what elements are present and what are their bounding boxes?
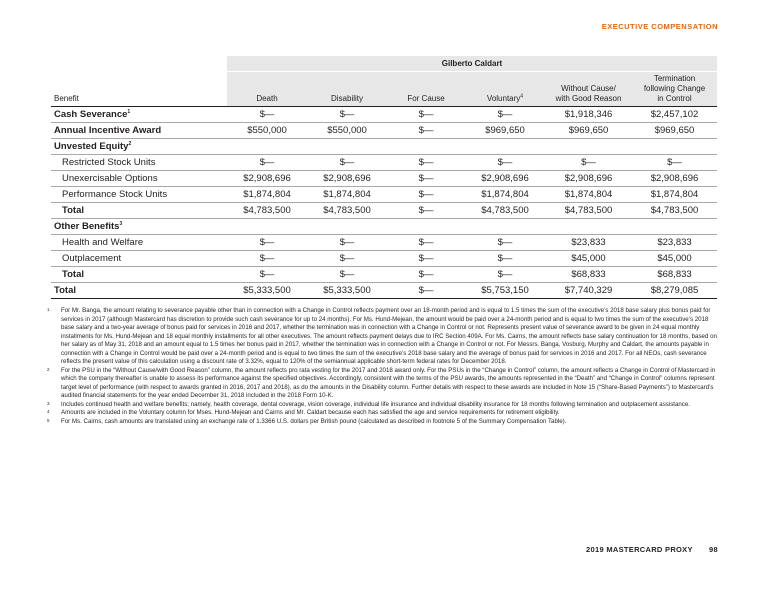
row-label: Unvested Equity — [54, 141, 129, 152]
value-cell: $— — [465, 267, 545, 283]
column-header — [465, 72, 545, 107]
value-cell: $2,908,696 — [307, 171, 387, 187]
value-cell: $— — [307, 235, 387, 251]
value-cell: $45,000 — [632, 251, 717, 267]
row-label-cell — [51, 187, 227, 203]
table-body — [51, 107, 717, 299]
row-label-cell — [51, 251, 227, 267]
column-header-line: Voluntary — [486, 94, 521, 103]
value-cell: $7,740,329 — [545, 283, 632, 299]
footnote-number: 3 — [47, 400, 50, 406]
potential-payments-table — [51, 56, 717, 299]
value-cell — [465, 139, 545, 155]
row-label-cell — [51, 219, 227, 235]
value-cell: $23,833 — [545, 235, 632, 251]
value-cell — [465, 219, 545, 235]
value-cell — [387, 139, 465, 155]
page-content — [47, 56, 717, 426]
row-label-cell — [51, 235, 227, 251]
value-cell — [545, 219, 632, 235]
table-row — [51, 107, 717, 123]
value-cell: $68,833 — [632, 267, 717, 283]
row-label: Restricted Stock Units — [62, 157, 156, 168]
table-row — [51, 203, 717, 219]
value-cell: $4,783,500 — [307, 203, 387, 219]
value-cell: $68,833 — [545, 267, 632, 283]
benefit-column-header: Benefit — [51, 72, 227, 107]
value-cell: $— — [227, 107, 307, 123]
value-cell: $1,918,346 — [545, 107, 632, 123]
page-footer — [586, 545, 718, 554]
value-cell: $1,874,804 — [227, 187, 307, 203]
row-label-cell — [51, 171, 227, 187]
value-cell: $— — [387, 171, 465, 187]
value-cell — [632, 139, 717, 155]
column-header — [307, 72, 387, 107]
value-cell: $— — [387, 203, 465, 219]
value-cell: $2,908,696 — [227, 171, 307, 187]
value-cell: $5,753,150 — [465, 283, 545, 299]
column-header-line: Disability — [330, 94, 363, 103]
table-row — [51, 171, 717, 187]
value-cell: $— — [387, 267, 465, 283]
value-cell: $4,783,500 — [632, 203, 717, 219]
value-cell: $— — [387, 251, 465, 267]
section-header: EXECUTIVE COMPENSATION — [601, 22, 718, 31]
value-cell: $— — [545, 155, 632, 171]
value-cell: $969,650 — [465, 123, 545, 139]
value-cell — [632, 219, 717, 235]
footnote-number: 5 — [47, 417, 50, 423]
footnotes — [47, 307, 717, 426]
value-cell: $— — [387, 155, 465, 171]
footnote-ref: 2 — [128, 140, 132, 147]
value-cell: $23,833 — [632, 235, 717, 251]
value-cell: $1,874,804 — [632, 187, 717, 203]
table-row — [51, 187, 717, 203]
footnote-ref: 3 — [119, 220, 123, 227]
column-header-line: Without Cause/ — [561, 84, 616, 93]
column-header-row — [51, 72, 717, 107]
column-header — [545, 72, 632, 107]
value-cell: $2,457,102 — [632, 107, 717, 123]
footnote-text: For Mr. Banga, the amount relating to severance payable other than in connection with a Change in Control reflects payment over an 18-month period and is equal to 1.5 times the sum of the executive’s 2018 base salary plus bonus paid for services in 2017 (although Mastercard has discretion to provide such cash severance for up to 24 months). For Ms. Hund-Mejean, the amount would be paid over a 24-month period and is equal to two times the sum of the executive’s 2018 base salary and a two-year average of bonus paid for services in 2016 and 2017, whether the termination was in connection with a Change in Control or not. Represents present value of severance award to be given in 24 equal monthly installments for Ms. Hund-Mejean and 18 equal monthly installments for all other executives. The amount reflects payment delays due to IRC Section 409A. For Ms. Cairns, the amount reflects base salary continuation for 18 months, based on her salary as of May 31, 2018 and an amount equal to 1.5 times her bonus paid in 2017, whether the termination was in connection with a Change in Control or not. For Messrs. Banga, Vosburg, Murphy and Caldart, the amounts payable in connection with a Change in Control would be paid over a 24-month period and is equal to two times the sum of the executive’s 2018 base salary and the average of bonus paid for services in 2016 and 2017. For all NEOs, cash severance reflects the present value of this calculation using a discount rate of 3.32%, equal to 120% of the semiannual applicable short-term federal rates for December 2018. — [61, 307, 717, 365]
table-row — [51, 139, 717, 155]
executive-name: Gilberto Caldart — [227, 56, 717, 72]
value-cell: $4,783,500 — [465, 203, 545, 219]
footnote-number: 1 — [47, 307, 50, 312]
value-cell: $— — [227, 235, 307, 251]
row-label-cell — [51, 155, 227, 171]
value-cell: $— — [387, 123, 465, 139]
value-cell: $45,000 — [545, 251, 632, 267]
row-label: Other Benefits — [54, 221, 120, 232]
footnote-number: 4 — [47, 409, 50, 414]
column-header — [387, 72, 465, 107]
footnote — [47, 400, 717, 410]
value-cell: $— — [307, 155, 387, 171]
row-label: Unexercisable Options — [62, 173, 158, 184]
footer-title: 2019 MASTERCARD PROXY — [586, 545, 693, 554]
value-cell: $— — [387, 187, 465, 203]
row-label: Annual Incentive Award — [54, 125, 162, 136]
table-row — [51, 251, 717, 267]
footnote-ref: 4 — [520, 93, 524, 100]
footnote-text: For the PSU in the “Without Cause/with Good Reason” column, the amount reflects pro rata vesting for the 2017 and 2018 award only. For the PSUs in the “Change in Control” column, the amount reflects a Change in Control of Mastercard in which the company thereafter is unable to assess its performance against the specified objectives. Accordingly, consistent with the terms of the PSU awards, the amounts represented in the “Death” and “Change in Control” columns represent target level of performance (with respect to awards granted in 2016, 2017 and 2018), as do the amounts in the Disability column. Further details with respect to these awards are included in Note 15 (“Share-Based Payments”) to Mastercard’s audited financial statements for the year ended December 31, 2018 included in the 2018 Form 10-K. — [61, 366, 716, 399]
footnote-text: For Ms. Cairns, cash amounts are translated using an exchange rate of 1.3366 U.S. dollars per British pound (calculated as described in footnote 5 of the Summary Compensation Table). — [61, 417, 567, 425]
row-label-cell — [51, 139, 227, 155]
value-cell — [307, 219, 387, 235]
row-label-cell — [51, 107, 227, 123]
value-cell: $— — [465, 251, 545, 267]
value-cell: $2,908,696 — [632, 171, 717, 187]
value-cell: $550,000 — [307, 123, 387, 139]
footnote-text: Includes continued health and welfare benefits; namely, health coverage, dental coverage, vision coverage, individual life insurance and individual disability insurance for 18 months following termination and outplacement assistance. — [61, 400, 690, 408]
footnote — [47, 307, 717, 367]
value-cell: $550,000 — [227, 123, 307, 139]
value-cell: $1,874,804 — [465, 187, 545, 203]
value-cell: $2,908,696 — [545, 171, 632, 187]
row-label: Performance Stock Units — [62, 189, 168, 200]
column-header — [632, 72, 717, 107]
row-label-cell — [51, 123, 227, 139]
value-cell: $— — [465, 155, 545, 171]
value-cell: $1,874,804 — [545, 187, 632, 203]
column-header-line: in Control — [657, 94, 692, 103]
row-label-cell — [51, 203, 227, 219]
footnote — [47, 366, 717, 401]
value-cell — [545, 139, 632, 155]
column-header-line: following Change — [643, 84, 706, 93]
row-label: Total — [54, 285, 76, 296]
value-cell: $— — [227, 251, 307, 267]
row-label: Total — [62, 205, 84, 216]
table-row — [51, 219, 717, 235]
row-label-cell — [51, 283, 227, 299]
row-label-cell — [51, 267, 227, 283]
value-cell: $— — [387, 283, 465, 299]
executive-name-row — [51, 56, 717, 72]
value-cell: $969,650 — [545, 123, 632, 139]
value-cell: $4,783,500 — [545, 203, 632, 219]
page-number: 98 — [709, 545, 718, 554]
footnote-number: 2 — [47, 366, 50, 372]
column-header-line: with Good Reason — [555, 94, 622, 103]
footnote — [47, 417, 717, 427]
value-cell: $5,333,500 — [307, 283, 387, 299]
column-header-line: Termination — [653, 74, 696, 83]
value-cell: $— — [307, 267, 387, 283]
column-header-line: Death — [256, 94, 278, 103]
value-cell: $— — [632, 155, 717, 171]
value-cell: $— — [387, 107, 465, 123]
table-row — [51, 267, 717, 283]
value-cell: $— — [465, 235, 545, 251]
value-cell: $— — [227, 267, 307, 283]
value-cell: $4,783,500 — [227, 203, 307, 219]
column-header-line: For Cause — [407, 94, 445, 103]
footnote-ref: 1 — [127, 108, 131, 115]
table-row — [51, 155, 717, 171]
value-cell: $1,874,804 — [307, 187, 387, 203]
value-cell: $— — [465, 107, 545, 123]
row-label: Total — [62, 269, 84, 280]
row-label: Outplacement — [62, 253, 122, 264]
value-cell: $— — [387, 235, 465, 251]
value-cell — [227, 139, 307, 155]
row-label: Health and Welfare — [62, 237, 144, 248]
row-label: Cash Severance — [54, 109, 128, 120]
value-cell: $— — [227, 155, 307, 171]
value-cell: $2,908,696 — [465, 171, 545, 187]
value-cell — [227, 219, 307, 235]
table-row — [51, 123, 717, 139]
value-cell: $8,279,085 — [632, 283, 717, 299]
table-row — [51, 283, 717, 299]
footnote-text: Amounts are included in the Voluntary column for Mses. Hund-Mejean and Cairns and Mr. Caldart because each has satisfied the age and service requirements for retirement eligibility. — [61, 409, 560, 416]
value-cell: $5,333,500 — [227, 283, 307, 299]
footnote — [47, 409, 717, 418]
value-cell: $— — [307, 107, 387, 123]
table-row — [51, 235, 717, 251]
value-cell — [307, 139, 387, 155]
value-cell: $— — [307, 251, 387, 267]
column-header — [227, 72, 307, 107]
value-cell: $969,650 — [632, 123, 717, 139]
value-cell — [387, 219, 465, 235]
